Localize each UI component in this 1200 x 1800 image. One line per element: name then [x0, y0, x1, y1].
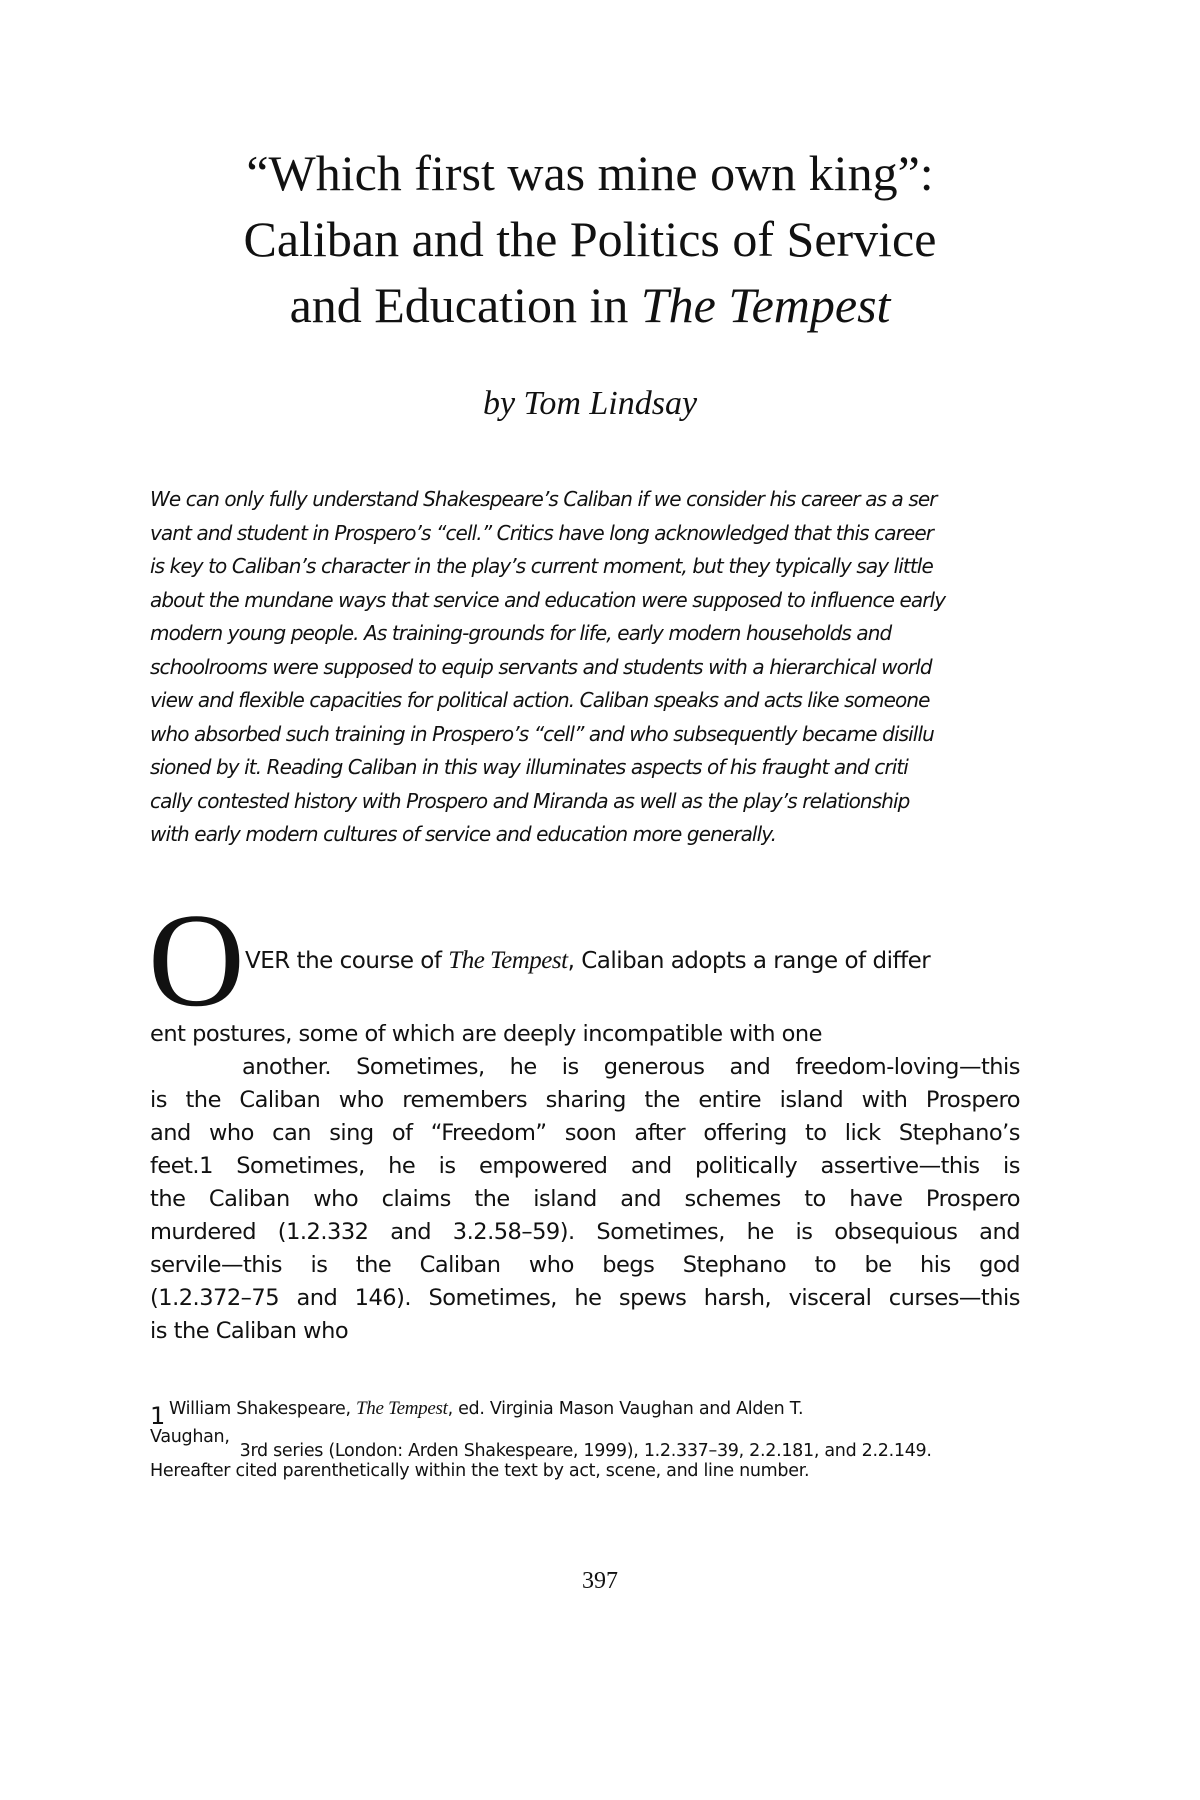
title-line-3 [120, 272, 1060, 338]
abstract-line: We can only fully understand Shakespeare’s Caliban if we consider his career as a ser [150, 487, 937, 511]
abstract-line: modern young people. As training-grounds for life, early modern households and [150, 621, 892, 645]
opening-text [245, 947, 930, 975]
footnote [150, 1392, 1020, 1485]
opening-text-a: VER the course of [245, 948, 449, 974]
title-line-3-prefix: and Education in [289, 277, 641, 333]
abstract-line: cally contested history with Prospero and Miranda as well as the play’s relationship [150, 788, 910, 813]
abstract-line: view and flexible capacities for political action. Caliban speaks and acts like someone [150, 688, 930, 712]
body-line: ent postures, some of which are deeply incompatible with one [150, 1021, 822, 1047]
body-paragraph [150, 1018, 1020, 1348]
body-line: (1.2.372–75 and 146). Sometimes, he spews harsh, visceral curses—this [150, 1285, 1020, 1311]
body-line: is the Caliban who [150, 1318, 349, 1344]
footnote-text: 3rd series (London: Arden Shakespeare, 1999), 1.2.337–39, 2.2.181, and 2.2.149. [239, 1441, 932, 1461]
drop-cap: O [148, 886, 245, 1034]
title-line-2: Caliban and the Politics of Service [243, 211, 937, 267]
abstract-line: with early modern cultures of service and education more generally. [150, 822, 777, 846]
body-line: is the Caliban who remembers sharing the entire island with Prospero [150, 1087, 1020, 1113]
footnote-play-name: The Tempest [356, 1398, 448, 1419]
article-title [120, 140, 1060, 338]
footnote-text: Vaughan, [150, 1427, 230, 1447]
body-line: murdered (1.2.332 and 3.2.58–59). Sometimes, he is obsequious and [150, 1219, 1020, 1245]
title-line-1: “Which first was mine own king”: [246, 145, 934, 201]
abstract-line: is key to Caliban’s character in the play’s current moment, but they typically say little [150, 554, 933, 578]
body-line: the Caliban who claims the island and schemes to have Prospero [150, 1186, 1020, 1212]
abstract-line: who absorbed such training in Prospero’s “cell” and who subsequently became disillu [150, 721, 934, 746]
body-line: another. Sometimes, he is generous and freedom-loving—this [242, 1054, 1020, 1080]
opening-play-name: The Tempest [448, 947, 568, 974]
footnote-text: , ed. Virginia Mason Vaughan and Alden T. [447, 1399, 804, 1419]
footnote-text: William Shakespeare, [168, 1399, 357, 1419]
abstract-line: about the mundane ways that service and education were supposed to influence early [150, 587, 946, 612]
author-byline: by Tom Lindsay [482, 385, 698, 422]
footnote-number: 1 [150, 1402, 165, 1430]
footnote-line-1 [150, 1392, 1020, 1430]
abstract [150, 483, 1010, 852]
page-number: 397 [582, 1568, 618, 1594]
body-line: feet.1 Sometimes, he is empowered and politically assertive—this is [150, 1153, 1020, 1179]
body-line: and who can sing of “Freedom” soon after offering to lick Stephano’s [150, 1120, 1020, 1146]
footnote-line-3: Hereafter cited parenthetically within the text by act, scene, and line number. [150, 1461, 810, 1481]
abstract-line: schoolrooms were supposed to equip servants and students with a hierarchical world [150, 654, 932, 679]
abstract-line: vant and student in Prospero’s “cell.” Critics have long acknowledged that this career [150, 520, 934, 545]
abstract-line: sioned by it. Reading Caliban in this way illuminates aspects of his fraught and criti [150, 755, 908, 779]
body-line: servile—this is the Caliban who begs Stephano to be his god [150, 1252, 1020, 1278]
opening-text-b: , Caliban adopts a range of differ [567, 948, 931, 974]
title-play-name: The Tempest [640, 277, 891, 333]
footnote-line-2 [150, 1423, 1020, 1461]
